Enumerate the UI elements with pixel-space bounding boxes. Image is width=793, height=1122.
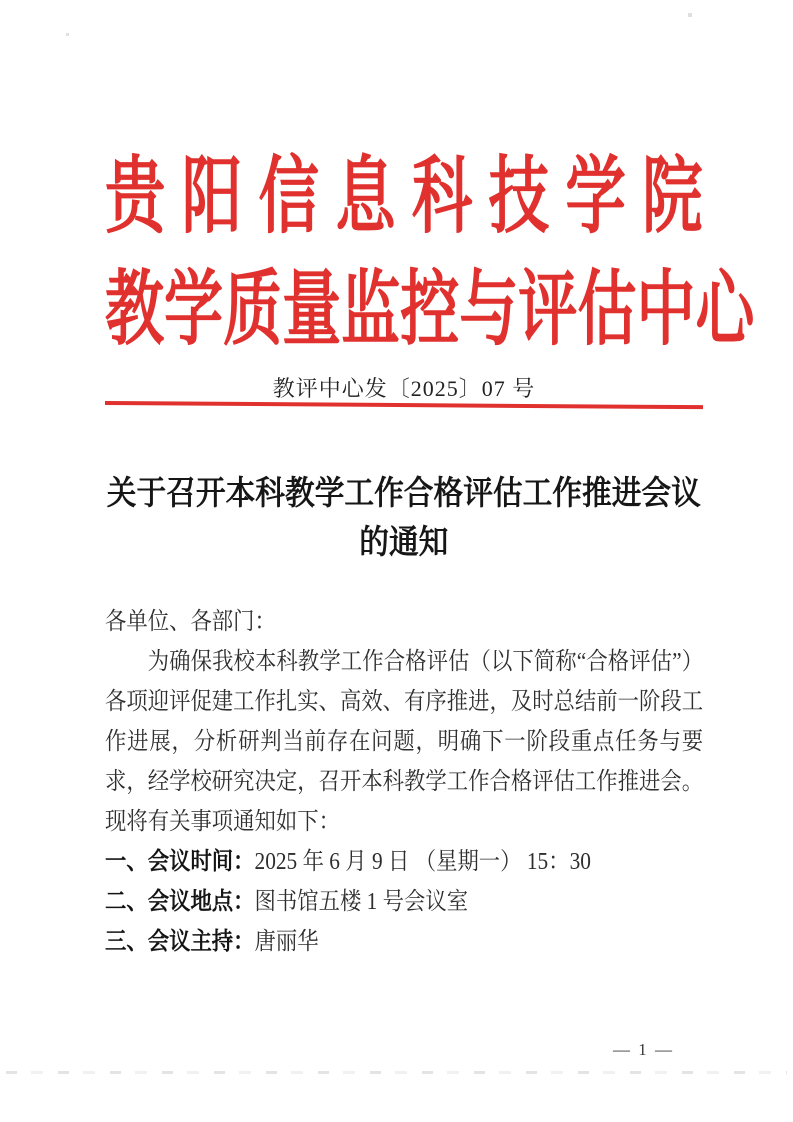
meeting-time-label: 一、会议时间： <box>105 848 255 875</box>
org-name-line2: 教学质量监控与评估中心 <box>105 264 755 355</box>
meeting-place-value: 图书馆五楼 1 号会议室 <box>254 889 469 915</box>
scan-artifact-band <box>6 1071 787 1074</box>
scan-artifact-speck <box>66 33 69 36</box>
meeting-time-row <box>105 842 703 882</box>
meeting-host-label: 三、会议主持： <box>105 928 255 955</box>
notice-title-line1: 关于召开本科教学工作合格评估工作推进会议 <box>106 476 701 512</box>
salutation: 各单位、各部门： <box>105 609 276 635</box>
doc-number: 教评中心发〔2025〕07 号 <box>272 376 536 401</box>
page-number: — 1 — <box>613 1040 674 1059</box>
notice-body <box>105 602 703 962</box>
meeting-place-row <box>105 882 703 922</box>
scan-artifact-speck <box>688 13 692 17</box>
meeting-host-value: 唐丽华 <box>254 929 319 955</box>
org-name-line1: 贵阳信息科技学院 <box>105 151 703 244</box>
notice-title-line2: 的通知 <box>359 525 449 561</box>
meeting-host-row <box>105 922 703 962</box>
meeting-time-value: 2025 年 6 月 9 日 （星期一） 15：30 <box>254 849 591 875</box>
meeting-place-label: 二、会议地点： <box>105 888 255 915</box>
notice-title <box>105 470 703 568</box>
body-paragraph: 为确保我校本科教学工作合格评估（以下简称“合格评估”）各项迎评促建工作扎实、高效、有序推进，及时总结前一阶段工作进展，分析研判当前存在问题，明确下一阶段重点任务与要求，经学校研究决定，召开本科教学工作合格评估工作推进会。现将有关事项通知如下： <box>105 649 704 835</box>
